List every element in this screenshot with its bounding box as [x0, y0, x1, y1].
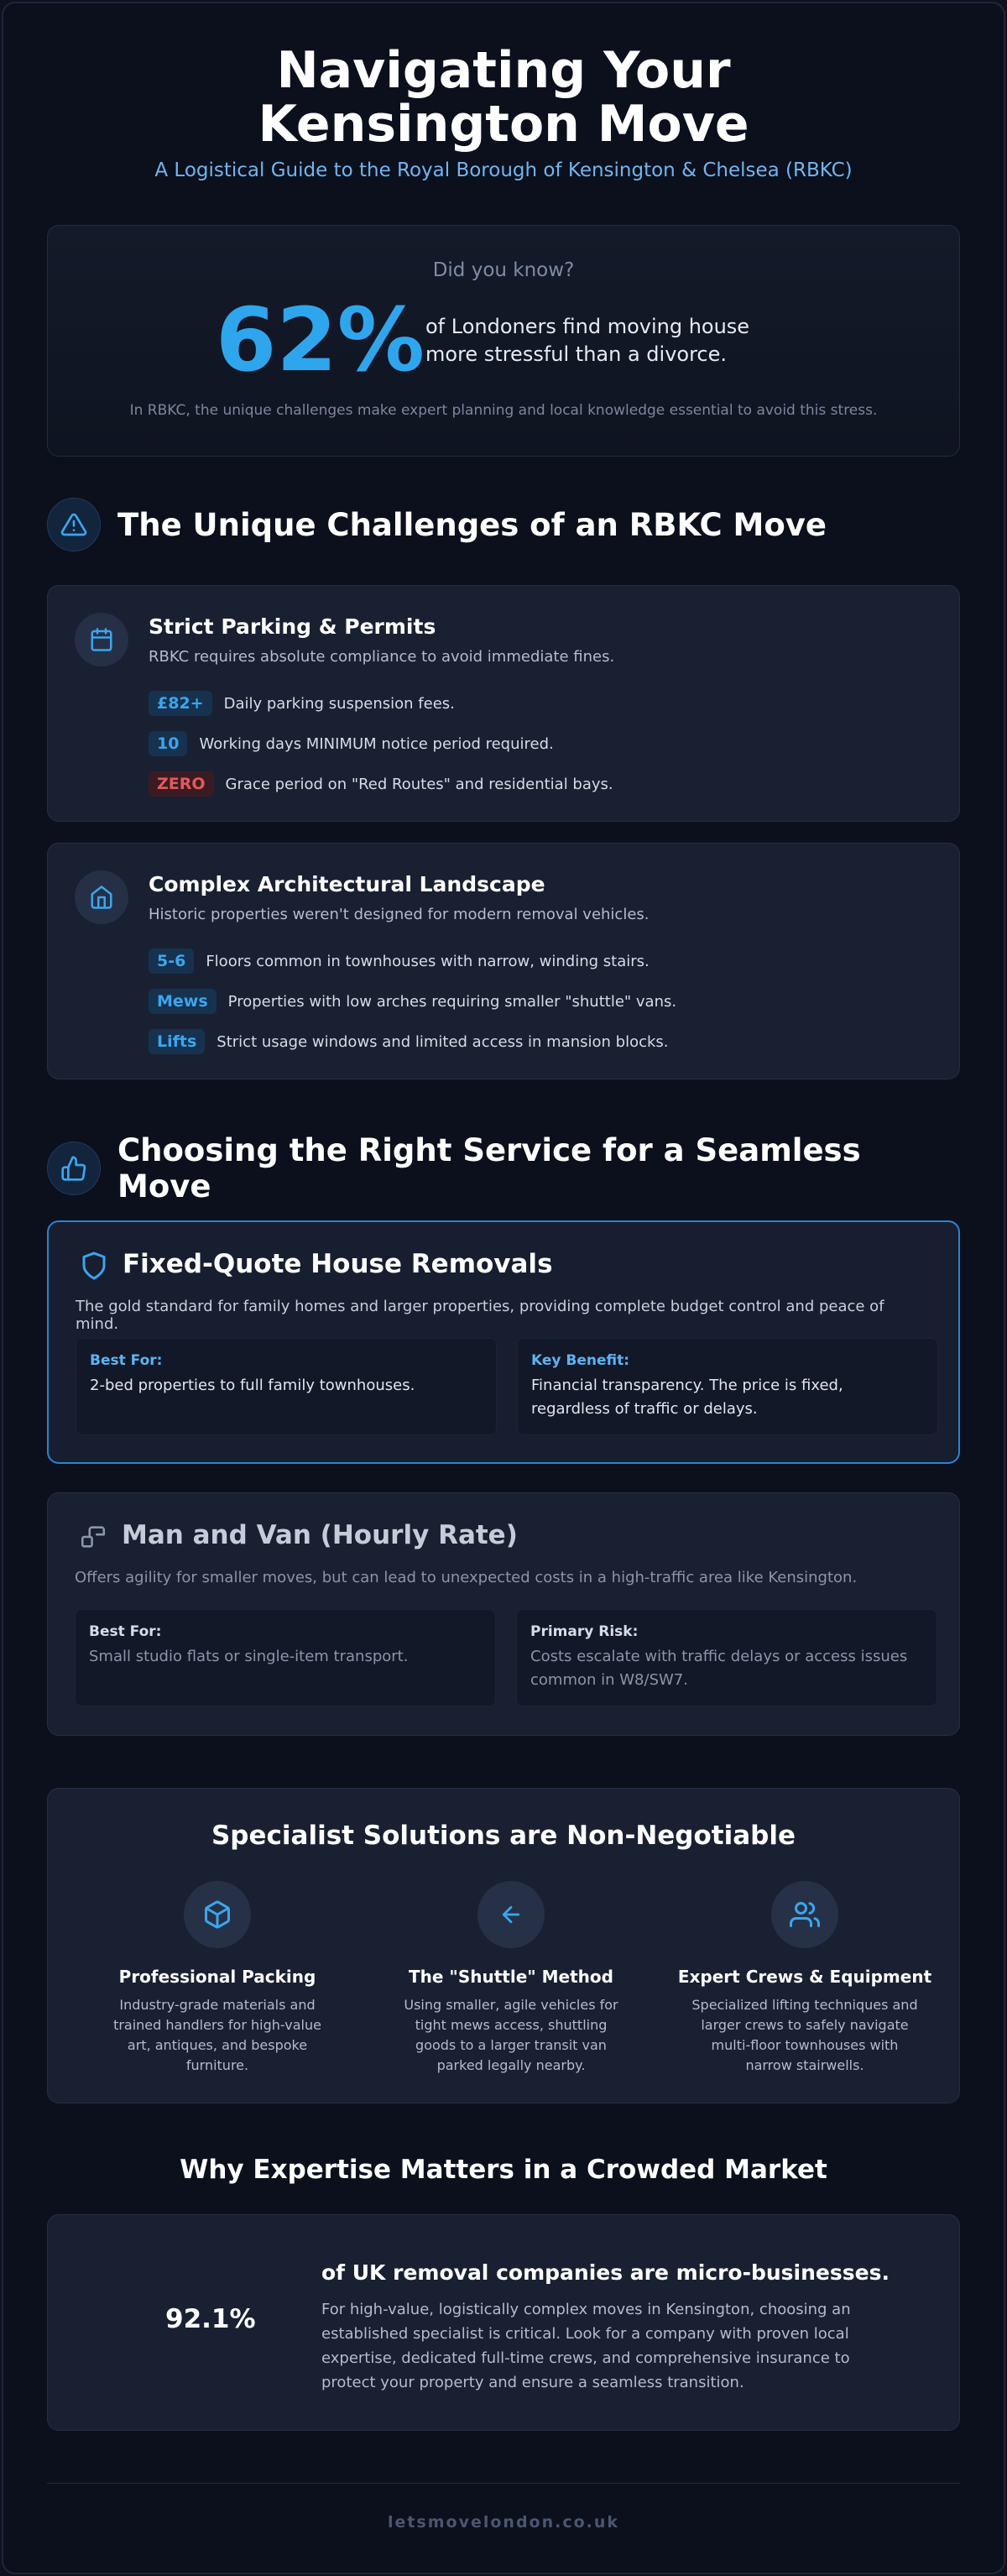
fee-badge: £82+ [149, 691, 212, 716]
card-title: Strict Parking & Permits [149, 614, 436, 639]
list-item-text: Floors common in townhouses with narrow, winding stairs. [206, 952, 650, 970]
expertise-title: Why Expertise Matters in a Crowded Market [180, 2155, 827, 2185]
key-benefit-label: Key Benefit: [531, 1352, 630, 1369]
services-title: Choosing the Right Service for a Seamless Move [117, 1132, 861, 1204]
best-for-label: Best For: [90, 1352, 163, 1369]
specialist-item-name: Professional Packing [118, 1967, 316, 1987]
shield-icon [77, 1249, 111, 1283]
expertise-headline: of UK removal companies are micro-businesses. [321, 2260, 890, 2285]
mews-badge: Mews [149, 989, 217, 1014]
list-item-text: Strict usage windows and limited access in mansion blocks. [217, 1032, 669, 1051]
best-for-value: 2-bed properties to full family townhouses. [90, 1377, 415, 1394]
box-icon [184, 1881, 251, 1948]
specialist-item-text: Using smaller, agile vehicles for tight mews access, shuttling goods to a larger transit van parked legally nearby. [404, 1997, 618, 2073]
primary-risk-box [516, 1609, 937, 1706]
card-title: Complex Architectural Landscape [149, 872, 545, 896]
challenges-title: The Unique Challenges of an RBKC Move [117, 506, 827, 543]
services-heading [47, 1132, 960, 1204]
thumbs-up-icon [47, 1142, 101, 1195]
fixed-quote-card[interactable] [47, 1220, 960, 1464]
card-description: RBKC requires absolute compliance to avoid immediate fines. [149, 648, 615, 666]
specialist-item-name: The "Shuttle" Method [409, 1967, 613, 1987]
man-and-van-card[interactable] [47, 1492, 960, 1736]
challenges-heading [47, 498, 960, 551]
expertise-card [47, 2214, 960, 2431]
users-icon [771, 1881, 838, 1948]
service-description: Offers agility for smaller moves, but can lead to unexpected costs in a high-traffic area like Kensington. [75, 1569, 858, 1586]
list-item [149, 981, 676, 1022]
card-description: Historic properties weren't designed for modern removal vehicles. [149, 906, 650, 923]
best-for-value: Small studio flats or single-item transport. [89, 1648, 409, 1665]
grace-period-badge: ZERO [149, 771, 214, 797]
notice-badge: 10 [149, 731, 187, 756]
page-subtitle: A Logistical Guide to the Royal Borough of Kensington & Chelsea (RBKC) [154, 159, 853, 181]
service-title: Fixed-Quote House Removals [123, 1249, 553, 1279]
expertise-text: For high-value, logistically complex moves in Kensington, choosing an established specialist is critical. Look for a company with proven local expertise, dedicated full-time crews, and comprehensive insurance to protect your property and ensure a seamless transition. [321, 2301, 851, 2391]
did-you-know-label: Did you know? [432, 259, 575, 281]
footer-divider [47, 2483, 960, 2484]
key-benefit-value: Financial transparency. The price is fixed, regardless of traffic or delays. [531, 1377, 843, 1418]
list-item-text: Properties with low arches requiring smaller "shuttle" vans. [227, 992, 677, 1011]
specialist-item [377, 1881, 645, 2076]
list-item [149, 941, 676, 981]
did-you-know-footnote: In RBKC, the unique challenges make expert planning and local knowledge essential to avoid this stress. [129, 402, 878, 419]
specialist-title: Specialist Solutions are Non-Negotiable [211, 1821, 796, 1851]
stress-stat-text: of Londoners find moving house more stressful than a divorce. [425, 315, 750, 366]
parking-card [47, 585, 960, 822]
best-for-box [76, 1338, 497, 1435]
primary-risk-label: Primary Risk: [530, 1623, 639, 1640]
footer-link[interactable]: letsmovelondon.co.uk [387, 2513, 620, 2532]
primary-risk-value: Costs escalate with traffic delays or access issues common in W8/SW7. [530, 1648, 908, 1689]
list-item-text: Working days MINIMUM notice period required. [199, 734, 554, 753]
specialist-item [670, 1881, 939, 2076]
list-item [149, 683, 613, 724]
best-for-label: Best For: [89, 1623, 162, 1640]
specialist-item-text: Industry-grade materials and trained handlers for high-value art, antiques, and bespoke furniture. [113, 1997, 321, 2073]
calendar-icon [75, 613, 128, 666]
arrow-left-icon [477, 1881, 545, 1948]
van-icon [76, 1520, 110, 1554]
stress-stat: 62% [216, 289, 425, 391]
list-item-text: Grace period on "Red Routes" and residential bays. [225, 775, 613, 793]
best-for-box [75, 1609, 496, 1706]
specialist-item-text: Specialized lifting techniques and larger crews to safely navigate multi-floor townhouses with narrow stairwells. [691, 1997, 918, 2073]
list-item [149, 724, 613, 764]
specialist-item [83, 1881, 352, 2076]
architecture-card [47, 843, 960, 1079]
list-item [149, 1022, 676, 1062]
specialist-solutions-card [47, 1788, 960, 2103]
list-item-text: Daily parking suspension fees. [223, 694, 455, 713]
key-benefit-box [517, 1338, 938, 1435]
micro-business-stat: 92.1% [165, 2304, 256, 2334]
floors-badge: 5-6 [149, 948, 194, 974]
service-title: Man and Van (Hourly Rate) [122, 1520, 518, 1550]
page-title: Navigating Your Kensington Move [258, 41, 749, 154]
page-frame [2, 2, 1005, 2574]
specialist-item-name: Expert Crews & Equipment [677, 1967, 932, 1987]
home-icon [75, 870, 128, 924]
did-you-know-card [47, 225, 960, 457]
service-description: The gold standard for family homes and larger properties, providing complete budget control and peace of mind. [76, 1298, 884, 1333]
list-item [149, 764, 613, 804]
lifts-badge: Lifts [149, 1029, 205, 1054]
warning-icon [47, 498, 101, 551]
